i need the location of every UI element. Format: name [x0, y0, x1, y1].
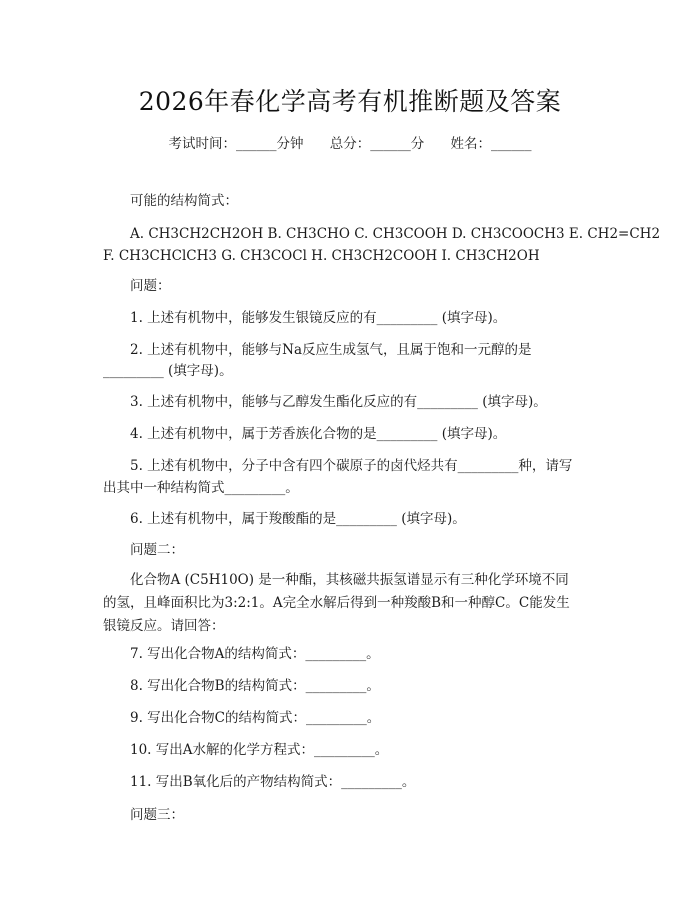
name-field: 姓名：______ [450, 136, 532, 152]
question-5-line-1: 5. 上述有机物中，分子中含有四个碳原子的卤代烃共有_________种，请写 [130, 458, 573, 474]
part3-heading: 问题三： [130, 807, 184, 823]
question-1: 1. 上述有机物中，能够发生银镜反应的有_________ (填字母)。 [130, 310, 507, 326]
question-11: 11. 写出B氧化后的产物结构简式：_________。 [130, 774, 416, 790]
question-2-line-2: _________ (填字母)。 [103, 363, 233, 379]
exam-meta [0, 132, 700, 152]
section-intro: 可能的结构简式： [130, 193, 238, 209]
part2-heading: 问题二： [130, 542, 184, 558]
question-7: 7. 写出化合物A的结构简式：_________。 [130, 646, 380, 662]
exam-time-field: 考试时间：______分钟 [168, 136, 304, 152]
options-line-1: A. CH3CH2CH2OH B. CH3CHO C. CH3COOH D. CH3COOCH3 E. CH2=CH2 [130, 226, 661, 242]
part2-paragraph: 化合物A (C5H10O) 是一种酯，其核磁共振氢谱显示有三种化学环境不同的氢，且峰面积比为3:2:1。A完全水解后得到一种羧酸B和一种醇C。C能发生银镜反应。请回答： [103, 572, 570, 634]
question-5-line-2: 出其中一种结构简式_________。 [103, 480, 299, 496]
question-8: 8. 写出化合物B的结构简式：_________。 [130, 678, 380, 694]
question-10: 10. 写出A水解的化学方程式：_________。 [130, 742, 389, 758]
question-3: 3. 上述有机物中，能够与乙醇发生酯化反应的有_________ (填字母)。 [130, 394, 547, 410]
total-score-field: 总分：______分 [329, 136, 425, 152]
document-title: 2026年春化学高考有机推断题及答案 [138, 87, 562, 116]
options-line-2: F. CH3CHClCH3 G. CH3COCl H. CH3CH2COOH I. CH3CH2OH [103, 248, 540, 264]
part1-heading: 问题： [130, 278, 171, 294]
question-9: 9. 写出化合物C的结构简式：_________。 [130, 710, 381, 726]
question-4: 4. 上述有机物中，属于芳香族化合物的是_________ (填字母)。 [130, 426, 507, 442]
question-2-line-1: 2. 上述有机物中，能够与Na反应生成氢气，且属于饱和一元醇的是 [130, 342, 532, 358]
question-6: 6. 上述有机物中，属于羧酸酯的是_________ (填字母)。 [130, 511, 466, 527]
